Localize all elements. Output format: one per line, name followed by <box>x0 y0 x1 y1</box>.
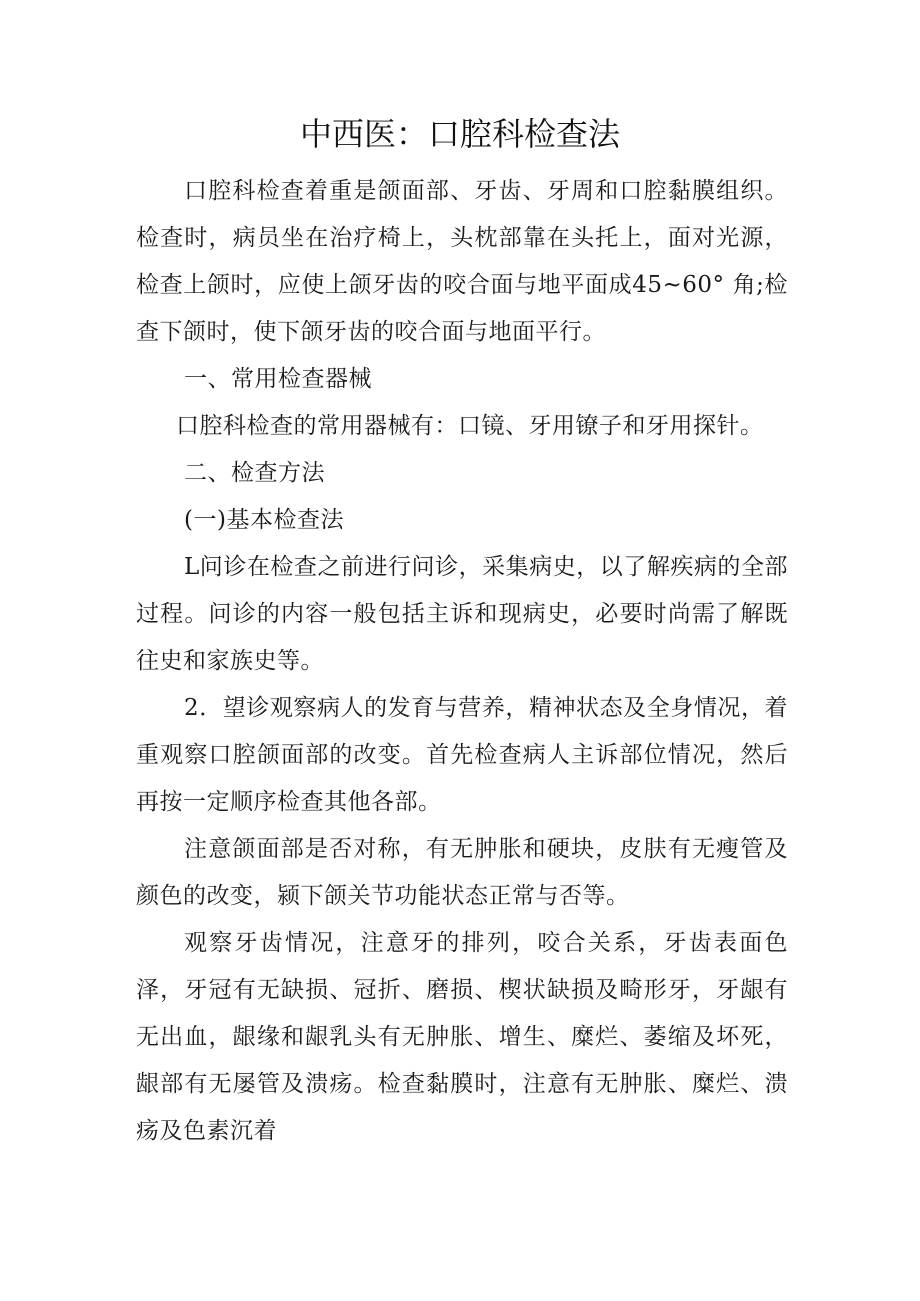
document-title: 中西医：口腔科检查法 <box>299 115 620 153</box>
paragraph-inspection: 2．望诊观察病人的发育与营养，精神状态及全身情况，着重观察口腔颌面部的改变。首先检查病人主诉部位情况，然后再按一定顺序检查其他各部。 <box>136 695 788 815</box>
paragraph-inquiry: L问诊在检查之前进行问诊，采集病史，以了解疾病的全部过程。问诊的内容一般包括主诉和现病史，必要时尚需了解既往史和家族史等。 <box>136 554 788 674</box>
paragraph-instruments: 口腔科检查的常用器械有：口镜、牙用镣子和牙用探针。 <box>176 413 764 439</box>
paragraph-intro: 口腔科检查着重是颌面部、牙齿、牙周和口腔黏膜组织。检查时，病员坐在治疗椅上，头枕部靠在头托上，面对光源，检查上颌时，应使上颌牙齿的咬合面与地平面成45~60° 角;检查下颌时，使下颌牙齿的咬合面与地面平行。 <box>136 178 788 345</box>
subsection-heading-basic: (一)基本检查法 <box>184 507 344 533</box>
section-heading-instruments: 一、常用检查器械 <box>184 366 372 392</box>
section-heading-methods: 二、检查方法 <box>184 460 325 486</box>
paragraph-teeth-notes: 观察牙齿情况，注意牙的排列，咬合关系，牙齿表面色泽，牙冠有无缺损、冠折、磨损、楔状缺损及畸形牙，牙龈有无出血，龈缘和龈乳头有无肿胀、增生、糜烂、萎缩及坏死，龈部有无屡管及溃疡。检查黏膜时，注意有无肿胀、糜烂、溃疡及色素沉着 <box>136 930 788 1144</box>
paragraph-face-notes: 注意颌面部是否对称，有无肿胀和硬块，皮肤有无瘦管及颜色的改变，颍下颌关节功能状态正常与否等。 <box>136 836 788 909</box>
document-body <box>136 168 788 1155</box>
